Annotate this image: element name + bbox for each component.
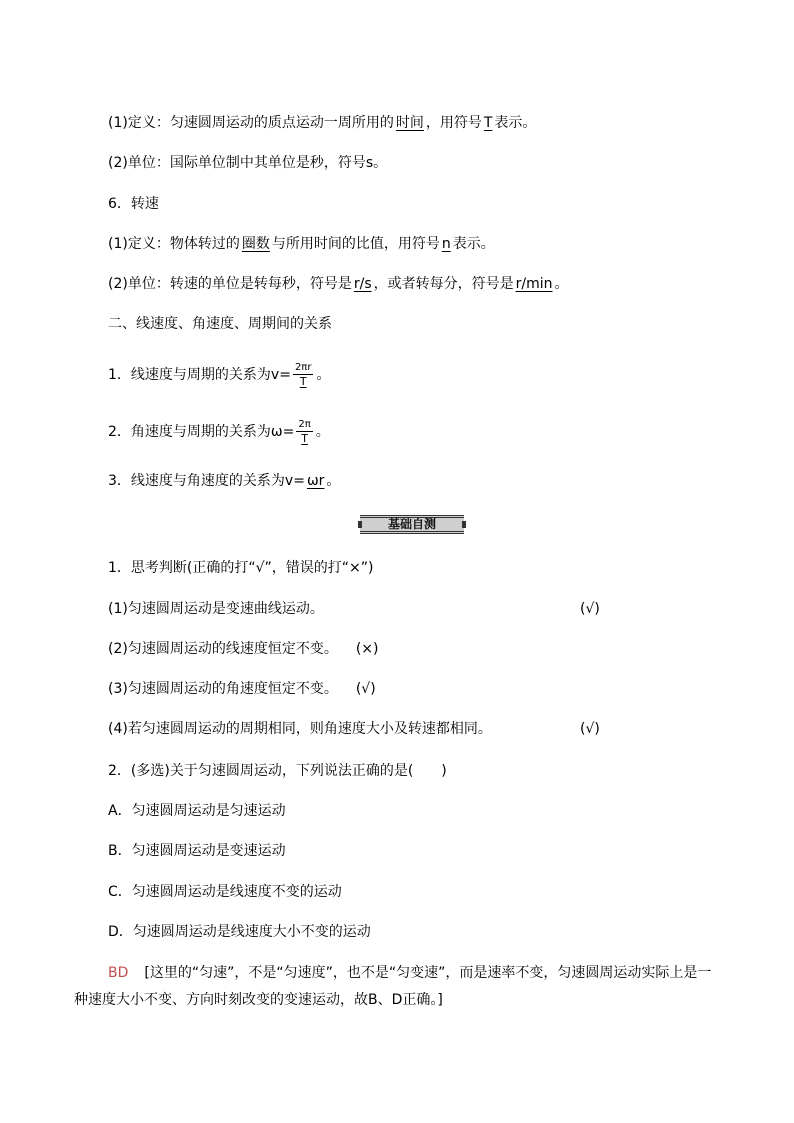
- judgement-item-3: [108, 679, 376, 699]
- answer-explanation-line-2: 种速度大小不变、方向时刻改变的变速运动，故B、D正确。]: [74, 992, 443, 1008]
- answer-blank: ωr: [306, 473, 325, 489]
- judgement-text: (1)匀速圆周运动是变速曲线运动。: [108, 601, 324, 617]
- speed-unit-text: (2)单位：转速的单位是转每秒，符号是: [108, 276, 352, 292]
- judgement-text: (4)若匀速圆周运动的周期相同，则角速度大小及转速都相同。: [108, 721, 492, 737]
- period-definition-text: (1)定义：匀速圆周运动的质点运动一周所用的: [108, 115, 394, 131]
- judgement-item-2: [108, 639, 379, 659]
- question-1-stem: 1．思考判断(正确的打“√”，错误的打“×”): [108, 560, 374, 576]
- option-d: D．匀速圆周运动是线速度大小不变的运动: [108, 924, 371, 940]
- fraction-denominator: T: [299, 375, 307, 388]
- relations-heading: 二、线速度、角速度、周期间的关系: [108, 316, 332, 332]
- fraction-numerator: 2π: [298, 419, 311, 430]
- judgement-mark: (√): [580, 721, 600, 737]
- judgement-text: (3)匀速圆周运动的角速度恒定不变。: [108, 681, 338, 697]
- section-badge: 基础自测: [360, 515, 464, 534]
- speed-definition-text: 与所用时间的比值，用符号: [271, 236, 440, 252]
- judgement-item-4: [108, 719, 600, 739]
- answer-explanation-line-1: [108, 963, 711, 983]
- relation-end: 。: [315, 424, 330, 440]
- relation-item-2: [108, 415, 330, 449]
- answer-blank: r/s: [353, 276, 372, 292]
- fraction-numerator: 2πr: [294, 362, 312, 373]
- judgement-text: (2)匀速圆周运动的线速度恒定不变。: [108, 641, 338, 657]
- answer-blank: T: [483, 115, 493, 131]
- period-definition: [108, 113, 536, 133]
- speed-unit-text: 。: [554, 276, 569, 292]
- question-2-stem: 2．(多选)关于匀速圆周运动，下列说法正确的是( ): [108, 763, 447, 779]
- speed-unit-text: ，或者转每分，符号是: [373, 276, 514, 292]
- relation-end: 。: [316, 367, 331, 383]
- relation-text: 2．角速度与周期的关系为ω=: [108, 424, 295, 440]
- relation-text: 1．线速度与周期的关系为v=: [108, 367, 291, 383]
- option-c: C．匀速圆周运动是线速度不变的运动: [108, 884, 342, 900]
- fraction-denominator: T: [301, 432, 308, 445]
- answer-key: BD: [108, 965, 129, 981]
- speed-heading: 6．转速: [108, 196, 159, 212]
- judgement-item-1: [108, 599, 600, 619]
- judgement-mark: (√): [355, 681, 376, 697]
- answer-blank: n: [441, 236, 451, 252]
- period-definition-text: 表示。: [494, 115, 537, 131]
- relation-end: 。: [326, 473, 341, 489]
- period-unit: (2)单位：国际单位制中其单位是秒，符号s。: [108, 155, 388, 171]
- option-b: B．匀速圆周运动是变速运动: [108, 843, 286, 859]
- answer-blank: r/min: [515, 276, 553, 292]
- answer-blank: 圈数: [241, 236, 270, 252]
- judgement-mark: (√): [580, 601, 600, 617]
- explanation-text: [这里的“匀速”，不是“匀速度”，也不是“匀变速”，而是速率不变，匀速圆周运动实际上是一: [144, 965, 712, 981]
- speed-unit: [108, 274, 569, 294]
- relation-item-3: [108, 471, 340, 491]
- speed-definition-text: 表示。: [452, 236, 495, 252]
- speed-definition-text: (1)定义：物体转过的: [108, 236, 240, 252]
- relation-item-1: [108, 358, 330, 392]
- relation-text: 3．线速度与角速度的关系为v=: [108, 473, 305, 489]
- period-definition-text: ，用符号: [425, 115, 482, 131]
- speed-definition: [108, 234, 495, 254]
- answer-blank: 时间: [395, 115, 424, 131]
- judgement-mark: (×): [355, 641, 379, 657]
- fraction: [296, 418, 312, 446]
- option-a: A．匀速圆周运动是匀速运动: [108, 803, 286, 819]
- fraction: [293, 361, 314, 389]
